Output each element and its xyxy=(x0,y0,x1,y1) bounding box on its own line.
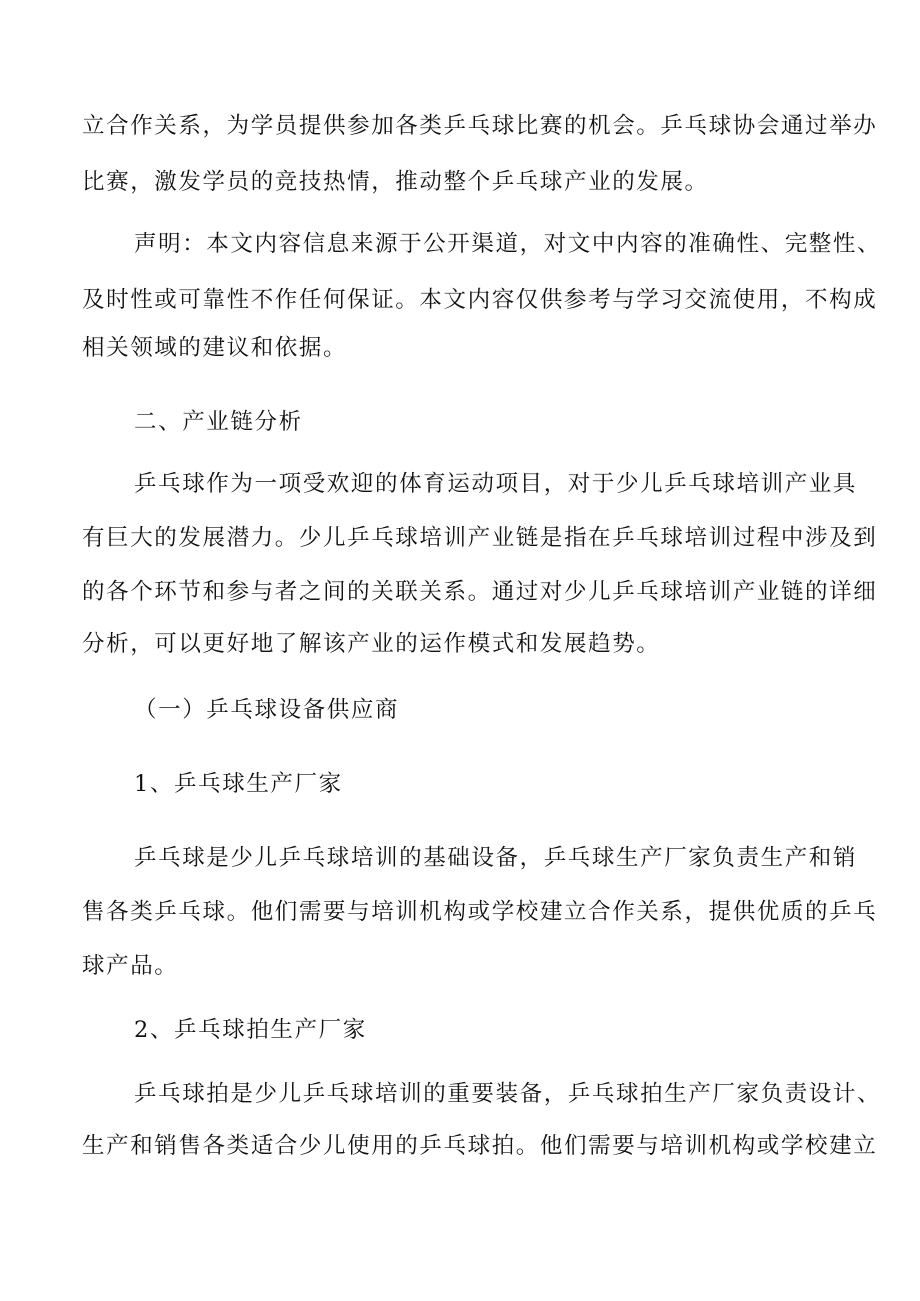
paragraph-1-line-2: 比赛，激发学员的竞技热情，推动整个乒乓球产业的发展。 xyxy=(82,169,709,195)
statement-line-1: 声明：本文内容信息来源于公开渠道，对文中内容的准确性、完整性、 xyxy=(134,231,882,257)
paragraph-3-line-2: 售各类乒乓球。他们需要与培训机构或学校建立合作关系，提供优质的乒乓 xyxy=(82,899,878,925)
paragraph-2-line-3: 的各个环节和参与者之间的关联关系。通过对少儿乒乓球培训产业链的详细 xyxy=(82,579,878,605)
paragraph-3-line-1: 乒乓球是少儿乒乓球培训的基础设备，乒乓球生产厂家负责生产和销 xyxy=(134,845,858,871)
paragraph-1-line-1: 立合作关系，为学员提供参加各类乒乓球比赛的机会。乒乓球协会通过举办 xyxy=(82,113,878,139)
item-2-heading: 2、乒乓球拍生产厂家 xyxy=(134,1017,367,1043)
paragraph-2-line-1: 乒乓球作为一项受欢迎的体育运动项目，对于少儿乒乓球培训产业具 xyxy=(134,471,858,497)
statement-line-3: 相关领域的建议和依据。 xyxy=(82,335,348,361)
paragraph-3-line-3: 球产品。 xyxy=(82,953,179,979)
subsection-heading: （一）乒乓球设备供应商 xyxy=(134,697,400,723)
paragraph-2-line-2: 有巨大的发展潜力。少儿乒乓球培训产业链是指在乒乓球培训过程中涉及到 xyxy=(82,525,878,551)
paragraph-4-line-1: 乒乓球拍是少儿乒乓球培训的重要装备，乒乓球拍生产厂家负责设计、 xyxy=(134,1081,882,1107)
paragraph-2-line-4: 分析，可以更好地了解该产业的运作模式和发展趋势。 xyxy=(82,631,661,657)
statement-line-2: 及时性或可靠性不作任何保证。本文内容仅供参考与学习交流使用，不构成 xyxy=(82,287,878,313)
section-heading: 二、产业链分析 xyxy=(134,409,303,435)
item-1-heading: 1、乒乓球生产厂家 xyxy=(134,771,343,797)
paragraph-4-line-2: 生产和销售各类适合少儿使用的乒乓球拍。他们需要与培训机构或学校建立 xyxy=(82,1133,878,1159)
